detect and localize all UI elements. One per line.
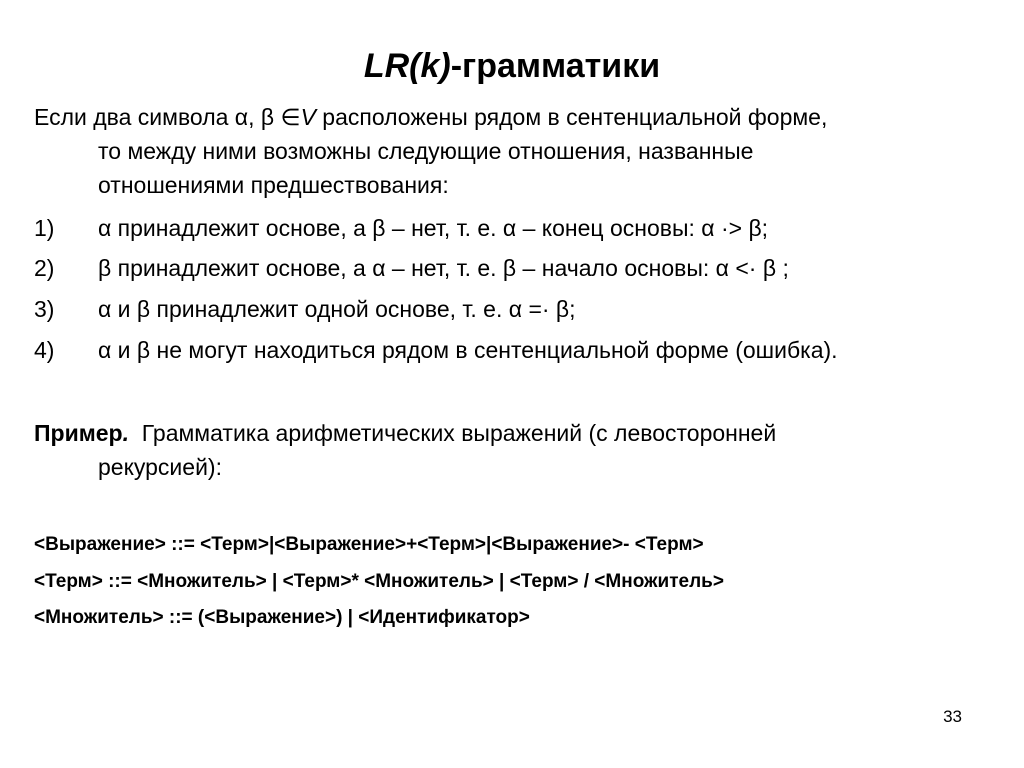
relation-item-3 (34, 292, 1014, 326)
intro-line1-end: расположены рядом в сентенциальной форме, (315, 104, 828, 130)
item-number: 3) (34, 296, 55, 322)
grammar-rule-term: <Терм> ::= <Множитель> | <Терм>* <Множитель> | <Терм> / <Множитель> (34, 571, 724, 592)
item-text: α и β принадлежит одной основе, т. е. α =· β; (98, 296, 576, 322)
relation-item-1 (34, 211, 1014, 245)
example-label-dot: . (122, 420, 129, 446)
example-line1: Грамматика арифметических выражений (с левосторонней (128, 420, 777, 446)
relation-item-4 (34, 333, 1014, 367)
item-text: β принадлежит основе, а α – нет, т. е. β – начало основы: α <· β ; (98, 255, 789, 281)
slide-title (0, 40, 1024, 92)
title-lrk: LR(k) (363, 47, 451, 85)
item-text: α принадлежит основе, а β – нет, т. е. α – конец основы: α ·> β; (98, 215, 769, 241)
example-paragraph (34, 416, 1014, 484)
grammar-rule-factor: <Множитель> ::= (<Выражение>) | <Идентификатор> (34, 607, 530, 628)
intro-line3: отношениями предшествования: (98, 172, 449, 198)
item-number: 1) (34, 215, 55, 241)
item-text: α и β не могут находиться рядом в сентенциальной форме (ошибка). (98, 337, 838, 363)
page-number: 33 (943, 707, 962, 726)
example-label: Пример (34, 420, 123, 446)
relation-item-2 (34, 251, 1014, 285)
intro-line1-start: Если два символа α, β (34, 104, 281, 130)
example-line2: рекурсией): (98, 454, 222, 480)
v-symbol: V (300, 104, 316, 130)
item-number: 2) (34, 255, 55, 281)
title-rest: -грамматики (450, 47, 661, 85)
item-number: 4) (34, 337, 55, 363)
grammar-rule-expression: <Выражение> ::= <Терм>|<Выражение>+<Терм>|<Выражение>- <Терм> (34, 534, 704, 555)
element-of-symbol: ∈ (280, 104, 301, 130)
intro-line2: то между ними возможны следующие отношения, названные (98, 138, 754, 164)
intro-paragraph (34, 100, 1014, 202)
